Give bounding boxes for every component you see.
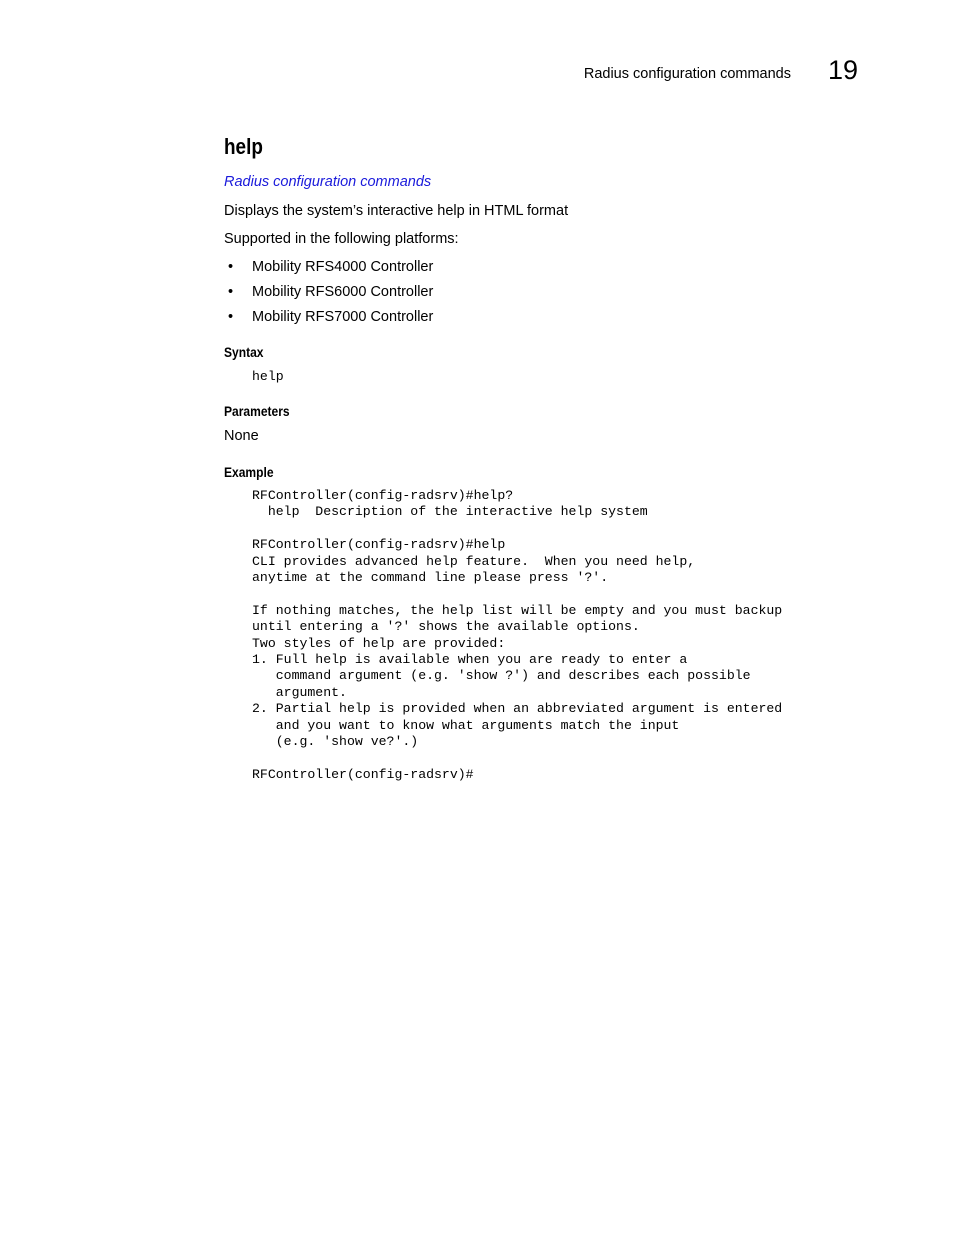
platform-name: Mobility RFS7000 Controller	[252, 309, 434, 325]
chapter-number: 19	[828, 55, 859, 85]
syntax-code: help	[252, 369, 284, 384]
platforms-intro: Supported in the following platforms:	[224, 231, 459, 247]
parameters-heading: Parameters	[224, 403, 290, 419]
platform-name: Mobility RFS6000 Controller	[252, 284, 434, 300]
example-code-block: RFController(config-radsrv)#help? help Description of the interactive help system RFController(config-radsrv)#help CLI provides advanced help feature. When you need help, anytime at the command line please press '?'. If nothing matches, the help list will be empty and you must backup until entering a '?' shows the available options. Two styles of help are provided: 1. Full help is available when you are ready to enter a command argument (e.g. 'show ?') and describes each possible argument. 2. Partial help is provided when an abbreviated argument is entered and you want to know what arguments match the input (e.g. 'show ve?'.) RFController(config-radsrv)#	[252, 488, 783, 782]
bullet-icon: •	[228, 259, 234, 275]
command-description: Displays the system’s interactive help in HTML format	[224, 203, 569, 219]
syntax-heading: Syntax	[224, 344, 264, 360]
page-title: help	[224, 134, 263, 159]
bullet-icon: •	[228, 309, 234, 325]
platform-name: Mobility RFS4000 Controller	[252, 259, 434, 275]
example-heading: Example	[224, 464, 274, 480]
running-header-section-title: Radius configuration commands	[583, 66, 791, 82]
bullet-icon: •	[228, 284, 234, 300]
breadcrumb-link[interactable]: Radius configuration commands	[224, 174, 432, 190]
parameters-text: None	[224, 428, 259, 444]
